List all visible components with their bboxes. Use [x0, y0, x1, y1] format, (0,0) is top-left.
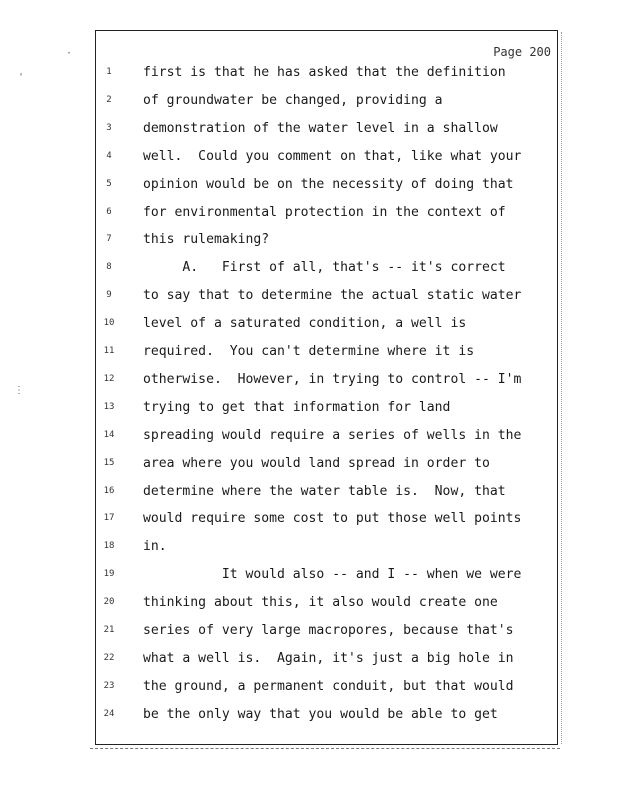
transcript-line: [96, 372, 559, 396]
transcript-line: [96, 428, 559, 452]
line-text: for environmental protection in the context of: [143, 204, 506, 220]
line-text: to say that to determine the actual static water: [143, 288, 522, 304]
line-text: determine where the water table is. Now, that: [143, 483, 506, 499]
transcript-line: [96, 177, 559, 201]
line-text: spreading would require a series of wells in the: [143, 427, 522, 443]
transcript-line: [96, 623, 559, 647]
line-number: 19: [103, 569, 115, 580]
line-number: 23: [103, 680, 115, 691]
line-number: 16: [103, 485, 115, 496]
bottom-rule: [90, 748, 560, 749]
line-text: otherwise. However, in trying to control -- I'm: [143, 371, 522, 387]
transcript-line: [96, 93, 559, 117]
line-number: 7: [106, 234, 112, 245]
transcript-line: [96, 121, 559, 145]
line-number: 1: [106, 67, 112, 77]
scan-speck: ': [18, 72, 25, 83]
transcript-line: [96, 567, 559, 591]
transcript-line: [96, 400, 559, 424]
transcript-line: [96, 288, 559, 312]
transcript-line: [96, 260, 559, 284]
line-text: the ground, a permanent conduit, but that would: [143, 678, 514, 694]
line-number: 5: [106, 178, 112, 189]
line-text: trying to get that information for land: [143, 399, 451, 415]
line-number: 4: [106, 150, 112, 161]
line-text: series of very large macropores, because that's: [143, 623, 514, 638]
line-number: 20: [103, 597, 115, 608]
line-text: It would also -- and I -- when we were: [143, 567, 522, 583]
line-number: 12: [103, 373, 115, 384]
line-number: 18: [103, 541, 115, 552]
line-text: first is that he has asked that the definition: [143, 65, 506, 80]
line-text: would require some cost to put those well points: [143, 511, 522, 527]
transcript-line: [96, 316, 559, 340]
line-text: in.: [143, 539, 167, 555]
transcript-line: [96, 595, 559, 619]
transcript-line: [96, 651, 559, 675]
transcript-page: [95, 30, 558, 745]
line-number: 11: [103, 346, 115, 356]
transcript-line: [96, 344, 559, 368]
page-number: Page 200: [493, 45, 551, 59]
line-number: 24: [103, 708, 115, 719]
line-number: 9: [106, 290, 112, 301]
transcript-line: [96, 707, 559, 731]
line-number: 15: [103, 457, 115, 468]
transcript-line: [96, 679, 559, 703]
line-number: 10: [103, 318, 115, 329]
page-edge: [561, 32, 563, 744]
transcript-line: [96, 65, 559, 89]
line-number: 17: [103, 513, 115, 524]
line-number: 3: [106, 122, 112, 133]
line-text: thinking about this, it also would create one: [143, 595, 498, 611]
line-text: opinion would be on the necessity of doing that: [143, 176, 514, 192]
transcript-line: [96, 484, 559, 508]
line-text: be the only way that you would be able to get: [143, 706, 498, 722]
line-number: 14: [103, 429, 115, 440]
transcript-line: [96, 149, 559, 173]
line-text: A. First of all, that's -- it's correct: [143, 260, 506, 276]
scan-speck: ·: [66, 48, 73, 59]
line-text: what a well is. Again, it's just a big hole in: [143, 650, 514, 666]
transcript-line: [96, 511, 559, 535]
scan-speck: ⋮: [14, 385, 24, 396]
line-text: demonstration of the water level in a shallow: [143, 120, 498, 136]
line-text: well. Could you comment on that, like what your: [143, 148, 522, 164]
line-text: required. You can't determine where it is: [143, 344, 475, 359]
line-number: 21: [103, 625, 115, 635]
line-text: level of a saturated condition, a well is: [143, 316, 467, 332]
line-number: 8: [106, 262, 112, 273]
line-number: 2: [106, 94, 112, 105]
line-text: area where you would land spread in order to: [143, 455, 490, 471]
transcript-line: [96, 539, 559, 563]
line-number: 6: [106, 206, 112, 217]
transcript-line: [96, 205, 559, 229]
transcript-line: [96, 232, 559, 256]
line-text: this rulemaking?: [143, 232, 270, 248]
line-number: 22: [103, 652, 115, 663]
line-text: of groundwater be changed, providing a: [143, 92, 443, 108]
line-number: 13: [103, 401, 115, 412]
transcript-line: [96, 456, 559, 480]
